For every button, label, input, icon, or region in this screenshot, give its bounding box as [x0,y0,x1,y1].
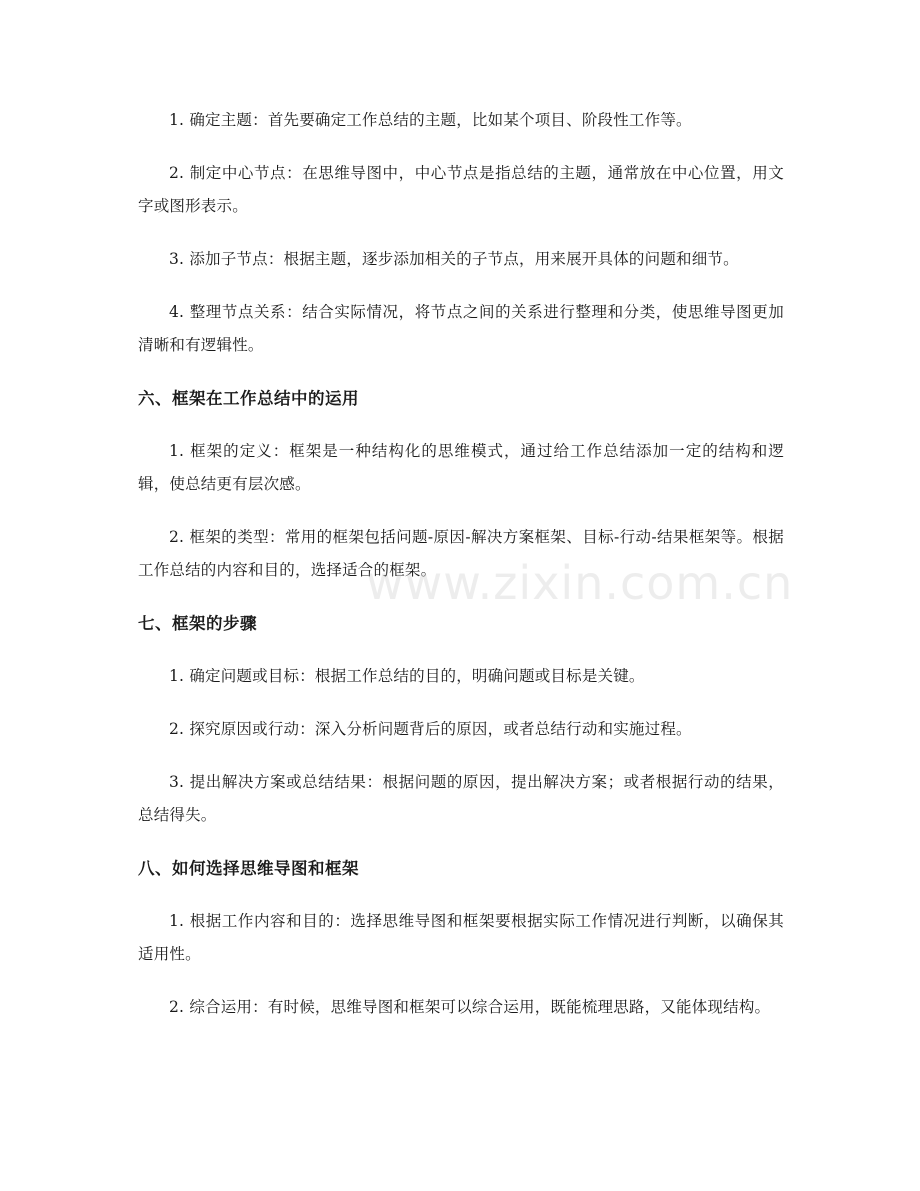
paragraph-framework-definition: 1. 框架的定义：框架是一种结构化的思维模式，通过给工作总结添加一定的结构和逻辑，使总结更有层次感。 [138,442,784,493]
section-heading-8: 八、如何选择思维导图和框架 [138,859,359,878]
paragraph-combined-use: 2. 综合运用：有时候，思维导图和框架可以综合运用，既能梳理思路，又能体现结构。 [169,998,771,1016]
section-heading-7: 七、框架的步骤 [138,614,257,633]
paragraph-propose-solutions: 3. 提出解决方案或总结结果：根据问题的原因，提出解决方案；或者根据行动的结果，总结得失。 [138,773,784,824]
paragraph-confirm-topic: 1. 确定主题：首先要确定工作总结的主题，比如某个项目、阶段性工作等。 [169,111,692,129]
paragraph-add-child-nodes: 3. 添加子节点：根据主题，逐步添加相关的子节点，用来展开具体的问题和细节。 [169,250,739,268]
document-body [138,104,784,1044]
watermark: www.zixin.com.cn [366,556,794,610]
paragraph-explore-causes: 2. 探究原因或行动：深入分析问题背后的原因，或者总结行动和实施过程。 [169,720,692,738]
section-heading-6: 六、框架在工作总结中的运用 [138,389,359,408]
paragraph-choose-by-content: 1. 根据工作内容和目的：选择思维导图和框架要根据实际工作情况进行判断，以确保其适用性。 [138,912,784,963]
paragraph-framework-types: 2. 框架的类型：常用的框架包括问题-原因-解决方案框架、目标-行动-结果框架等。根据工作总结的内容和目的，选择适合的框架。 [138,528,784,579]
paragraph-identify-problem: 1. 确定问题或目标：根据工作总结的目的，明确问题或目标是关键。 [169,667,645,685]
paragraph-central-node: 2. 制定中心节点：在思维导图中，中心节点是指总结的主题，通常放在中心位置，用文字或图形表示。 [138,164,784,215]
paragraph-organize-relations: 4. 整理节点关系：结合实际情况，将节点之间的关系进行整理和分类，使思维导图更加清晰和有逻辑性。 [138,303,784,354]
